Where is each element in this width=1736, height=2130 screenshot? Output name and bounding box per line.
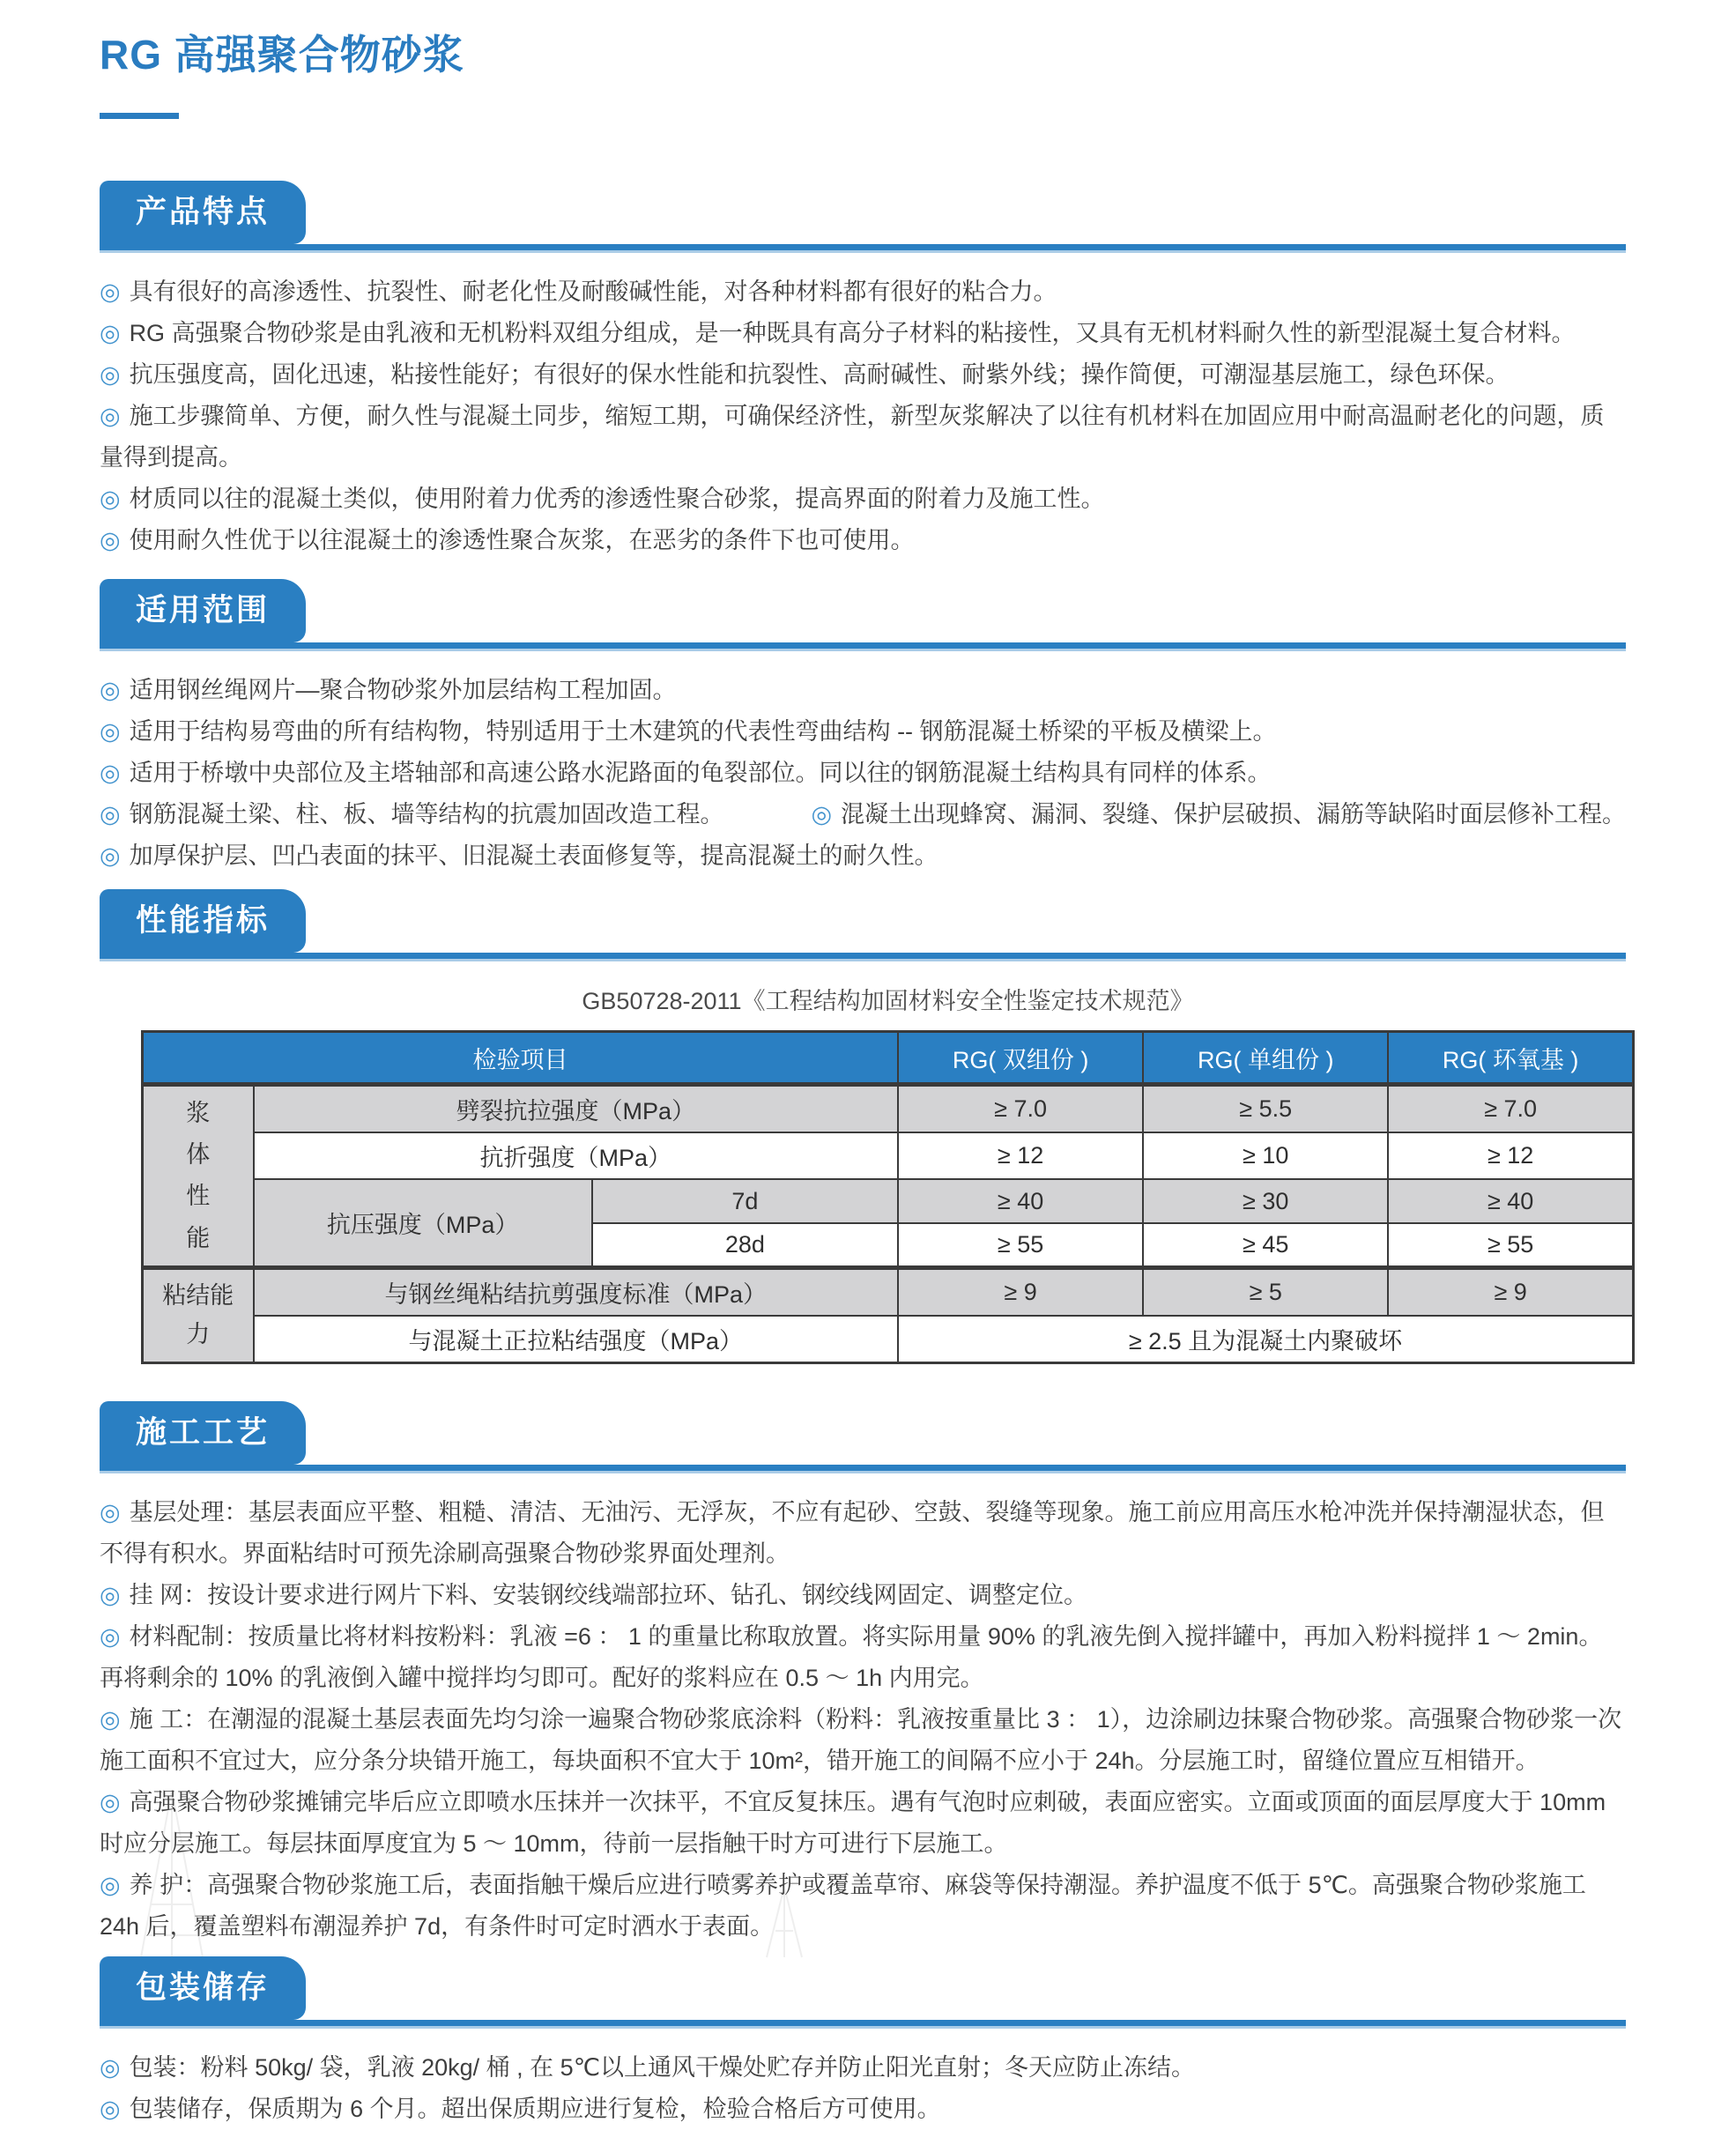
list-item [100,313,1626,354]
cell-value: ≥ 12 [1388,1132,1633,1179]
list-item [100,2047,1626,2089]
list-item [100,1699,1626,1782]
list-item [100,396,1626,479]
list-item-text: RG 高强聚合物砂浆是由乳液和无机粉料双组分组成，是一种既具有高分子材料的粘接性，又具有无机材料耐久性的新型混凝土复合材料。 [129,320,1576,346]
group-label: 浆体性能 [186,1099,211,1251]
list-item [100,1492,1626,1575]
list-item [100,1616,1626,1699]
cell-value: ≥ 9 [898,1267,1143,1316]
cell-value: ≥ 5.5 [1143,1085,1388,1133]
list-item [100,794,1626,835]
packaging-list [100,2047,1626,2130]
section-badge-process: 施工工艺 [100,1401,306,1465]
row-group-bond [143,1267,254,1362]
section-badge-features: 产品特点 [100,181,306,244]
page-title: RG 高强聚合物砂浆 [100,32,464,78]
cell-value: ≥ 45 [1143,1223,1388,1267]
list-item [100,2089,1626,2130]
row-sublabel: 7d [592,1179,898,1223]
table-caption: GB50728-2011《工程结构加固材料安全性鉴定技术规范》 [582,988,1194,1014]
section-header-process [100,1401,1626,1471]
section-features [100,181,1626,561]
list-item-text: 混凝土出现蜂窝、漏洞、裂缝、保护层破损、漏筋等缺陷时面层修补工程。 [841,801,1626,828]
table-header-row [143,1032,1634,1085]
list-item-text: 包装储存，保质期为 6 个月。超出保质期应进行复检，检验合格后方可使用。 [129,2095,941,2122]
row-label: 劈裂抗拉强度（MPa） [254,1085,898,1133]
list-item-text: 施 工：在潮湿的混凝土基层表面先均匀涂一遍聚合物砂浆底涂料（粉料：乳液按重量比 3 ： 1），边涂刷边抹聚合物砂浆。高强聚合物砂浆一次施工面积不宜过大，应分条分块错开施工，每块面积不宜大于 10m²，错开施工的间隔不应小于 24h。分层施工时，留缝位置应互相错开。 [100,1705,1622,1774]
cell-value: ≥ 55 [898,1223,1143,1267]
list-item-text: 材质同以往的混凝土类似，使用附着力优秀的渗透性聚合砂浆，提高界面的附着力及施工性。 [129,486,1105,512]
column-header-rg2: RG( 双组份 ) [898,1032,1143,1085]
table-row [143,1316,1634,1363]
row-label: 抗折强度（MPa） [254,1132,898,1179]
list-item [100,670,1626,711]
bullet-icon: ◎ [100,801,121,828]
section-performance [100,889,1626,1364]
cell-value: ≥ 7.0 [1388,1085,1633,1133]
cell-value: ≥ 30 [1143,1179,1388,1223]
table-row [143,1085,1634,1133]
list-item [100,520,1626,561]
list-item-text: 基层处理：基层表面应平整、粗糙、清洁、无油污、无浮灰，不应有起砂、空鼓、裂缝等现象。施工前应用高压水枪冲洗并保持潮湿状态，但不得有积水。界面粘结时可预先涂刷高强聚合物砂浆界面处理剂。 [100,1498,1605,1567]
bullet-icon: ◎ [100,1788,121,1815]
cell-value: ≥ 10 [1143,1132,1388,1179]
bullet-icon: ◎ [100,1498,121,1525]
bullet-icon: ◎ [100,1705,121,1733]
cell-value: ≥ 9 [1388,1267,1633,1316]
bullet-icon: ◎ [100,2095,121,2122]
cell-value: ≥ 55 [1388,1223,1633,1267]
table-row [143,1267,1634,1316]
cell-value: ≥ 12 [898,1132,1143,1179]
list-item-text: 具有很好的高渗透性、抗裂性、耐老化性及耐酸碱性能，对各种材料都有很好的粘合力。 [129,278,1057,305]
column-header-item: 检验项目 [143,1032,899,1085]
bullet-icon: ◎ [100,278,121,305]
bullet-icon: ◎ [100,760,121,786]
list-item-text: 使用耐久性优于以往混凝土的渗透性聚合灰浆，在恶劣的条件下也可使用。 [129,527,915,553]
row-sublabel: 28d [592,1223,898,1267]
list-item-text: 适用于结构易弯曲的所有结构物，特别适用于土木建筑的代表性弯曲结构 -- 钢筋混凝土桥梁的平板及横梁上。 [129,718,1277,745]
list-item-text: 高强聚合物砂浆摊铺完毕后应立即喷水压抹并一次抹平，不宜反复抹压。遇有气泡时应刺破，表面应密实。立面或顶面的面层厚度大于 10mm 时应分层施工。每层抹面厚度宜为 5 ～ 10mm，待前一层指触干时方可进行下层施工。 [100,1788,1606,1857]
cell-value: ≥ 40 [1388,1179,1633,1223]
bullet-icon: ◎ [100,361,121,388]
bullet-icon: ◎ [100,718,121,745]
cell-value: ≥ 40 [898,1179,1143,1223]
list-item-text: 加厚保护层、凹凸表面的抹平、旧混凝土表面修复等，提高混凝土的耐久性。 [129,842,938,869]
list-item-text: 抗压强度高，固化迅速，粘接性能好；有很好的保水性能和抗裂性、高耐碱性、耐紫外线；操作简便，可潮湿基层施工，绿色环保。 [129,361,1510,388]
list-item-text: 包装：粉料 50kg/ 袋，乳液 20kg/ 桶 , 在 5℃以上通风干燥处贮存并防止阳光直射；冬天应防止冻结。 [129,2053,1196,2081]
list-item [100,835,1626,877]
bullet-icon: ◎ [100,677,121,703]
list-item [100,271,1626,313]
section-badge-scope: 适用范围 [100,579,306,642]
list-item-text: 施工步骤简单、方便，耐久性与混凝土同步，缩短工期，可确保经济性，新型灰浆解决了以往有机材料在加固应用中耐高温耐老化的问题，质量得到提高。 [100,403,1605,471]
section-header-features [100,181,1626,250]
list-item-text: 挂 网：按设计要求进行网片下料、安装钢绞线端部拉环、钻孔、钢绞线网固定、调整定位。 [129,1581,1088,1608]
list-item-text: 钢筋混凝土梁、柱、板、墙等结构的抗震加固改造工程。 [129,801,724,828]
section-badge-performance: 性能指标 [100,889,306,953]
list-item-text: 材料配制：按质量比将材料按粉料：乳液 =6 ： 1 的重量比称取放置。将实际用量 90% 的乳液先倒入搅拌罐中，再加入粉料搅拌 1 ～ 2min。再将剩余的 10% 的乳液倒入罐中搅拌均匀即可。配好的浆料应在 0.5 ～ 1h 内用完。 [100,1622,1603,1691]
row-label: 与钢丝绳粘结抗剪强度标准（MPa） [254,1267,898,1316]
scope-list [100,670,1626,877]
list-item-text: 养 护：高强聚合物砂浆施工后，表面指触干燥后应进行喷雾养护或覆盖草帘、麻袋等保持潮湿。养护温度不低于 5℃。高强聚合物砂浆施工 24h 后，覆盖塑料布潮湿养护 7d，有条件时可定时洒水于表面。 [100,1871,1586,1940]
performance-table [141,1030,1635,1364]
process-list [100,1492,1626,1948]
bullet-icon: ◎ [100,320,121,346]
list-item [100,354,1626,396]
row-group-slurry [143,1085,254,1268]
bullet-icon: ◎ [811,801,832,828]
list-item [100,711,1626,753]
column-header-epoxy: RG( 环氧基 ) [1388,1032,1633,1085]
list-item [100,1865,1626,1948]
bullet-icon: ◎ [100,842,121,869]
bullet-icon: ◎ [100,1581,121,1608]
group-label: 粘结能力 [162,1282,234,1347]
bullet-icon: ◎ [100,486,121,512]
row-label: 与混凝土正拉粘结强度（MPa） [254,1316,898,1363]
list-item-text: 适用于桥墩中央部位及主塔轴部和高速公路水泥路面的龟裂部位。同以往的钢筋混凝土结构具有同样的体系。 [129,760,1272,786]
table-row [143,1132,1634,1179]
list-item [100,1782,1626,1865]
title-underline [100,113,179,119]
bullet-icon: ◎ [100,403,121,429]
row-label-compressive: 抗压强度（MPa） [254,1179,592,1267]
section-header-performance [100,889,1626,959]
column-header-rg1: RG( 单组份 ) [1143,1032,1388,1085]
table-row [143,1179,1634,1223]
section-scope [100,579,1626,877]
list-item [100,1575,1626,1616]
list-item [100,753,1626,794]
section-packaging [100,1956,1626,2130]
bullet-icon: ◎ [100,1871,121,1898]
cell-value: ≥ 7.0 [898,1085,1143,1133]
bullet-icon: ◎ [100,527,121,553]
list-item-text: 适用钢丝绳网片—聚合物砂浆外加层结构工程加固。 [129,677,677,703]
bullet-icon: ◎ [100,2053,121,2081]
section-header-scope [100,579,1626,649]
section-header-packaging [100,1956,1626,2026]
section-badge-packaging: 包装储存 [100,1956,306,2020]
cell-value-span: ≥ 2.5 且为混凝土内聚破坏 [898,1316,1634,1363]
bullet-icon: ◎ [100,1622,121,1650]
list-item [100,479,1626,520]
section-process [100,1401,1626,1948]
features-list [100,271,1626,561]
cell-value: ≥ 5 [1143,1267,1388,1316]
